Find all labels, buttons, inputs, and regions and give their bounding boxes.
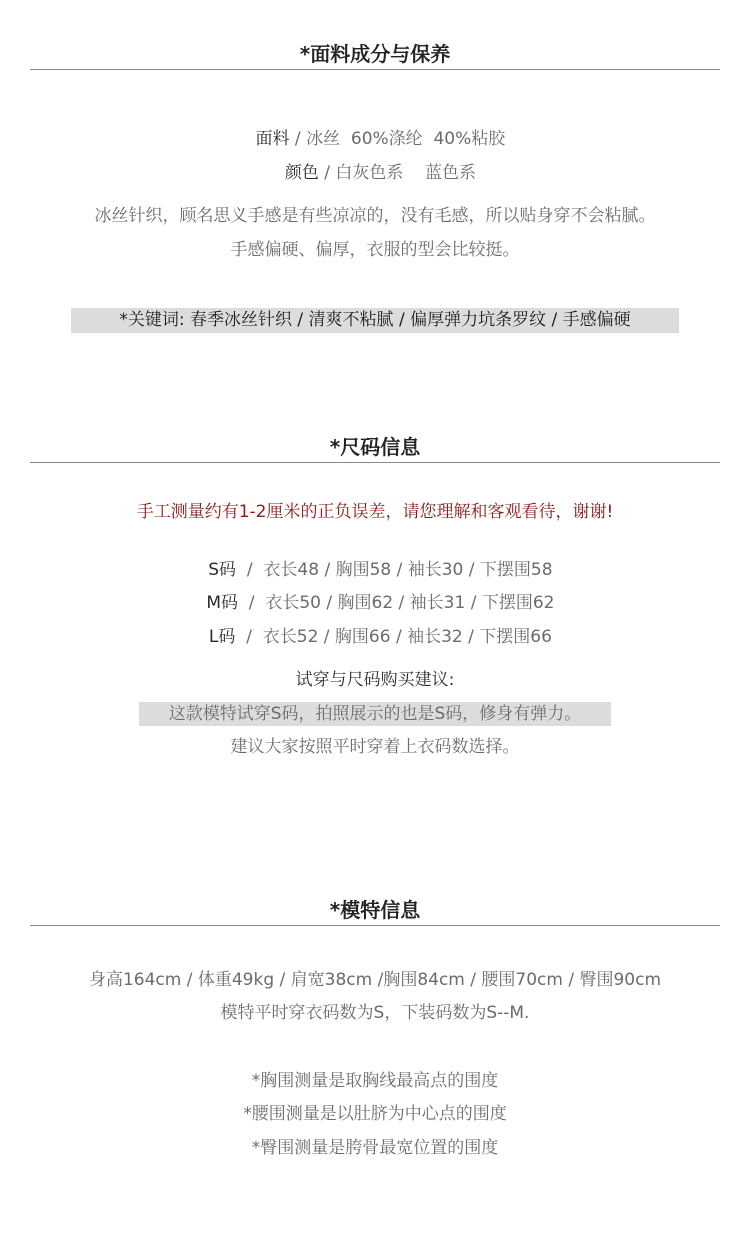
fabric-divider — [30, 69, 720, 70]
size-row-l — [0, 601, 750, 649]
model-section-title: *模特信息 — [329, 898, 421, 922]
note-waist: *腰围测量是以肚脐为中心点的围度 — [243, 1104, 507, 1124]
note-hip: *臀围测量是胯骨最宽位置的围度 — [251, 1138, 499, 1158]
size-label-s: S码 — [208, 560, 237, 580]
material-label: 面料 — [255, 129, 290, 149]
color-label: 颜色 — [284, 163, 319, 183]
fabric-section-title: *面料成分与保养 — [299, 42, 451, 66]
color-line — [0, 137, 750, 185]
advice-title: 试穿与尺码购买建议: — [295, 670, 455, 690]
model-usual-size: 模特平时穿衣码数为S，下装码数为S--M. — [220, 1003, 530, 1023]
keywords-text: *关键词: 春季冰丝针织 / 清爽不粘腻 / 偏厚弹力坑条罗纹 / 手感偏硬 — [119, 310, 631, 330]
measurement-warning: 手工测量约有1-2厘米的正负误差，请您理解和客观看待，谢谢! — [136, 502, 614, 522]
fabric-description-2: 手感偏硬、偏厚，衣服的型会比较挺。 — [230, 240, 520, 260]
fabric-description-1: 冰丝针织，顾名思义手感是有些凉凉的，没有毛感，所以贴身穿不会粘腻。 — [94, 206, 656, 226]
model-divider — [30, 925, 720, 926]
advice-highlight-text: 这款模特试穿S码，拍照展示的也是S码，修身有弹力。 — [168, 704, 582, 724]
size-label-l: L码 — [208, 627, 236, 647]
color-value: / 白灰色系 蓝色系 — [318, 163, 476, 183]
size-section-title: *尺码信息 — [329, 435, 421, 459]
size-value-m: / 衣长50 / 胸围62 / 袖长31 / 下摆围62 — [238, 593, 555, 613]
size-divider — [30, 462, 720, 463]
material-value: / 冰丝 60%涤纶 40%粘胶 — [289, 129, 506, 149]
size-value-l: / 衣长52 / 胸围66 / 袖长32 / 下摆围66 — [235, 627, 552, 647]
advice-line: 建议大家按照平时穿着上衣码数选择。 — [230, 737, 520, 757]
note-bust: *胸围测量是取胸线最高点的围度 — [251, 1071, 499, 1091]
size-label-m: M码 — [206, 593, 238, 613]
size-value-s: / 衣长48 / 胸围58 / 袖长30 / 下摆围58 — [236, 560, 553, 580]
model-measurements: 身高164cm / 体重49kg / 肩宽38cm /胸围84cm / 腰围70cm / 臀围90cm — [88, 970, 662, 990]
